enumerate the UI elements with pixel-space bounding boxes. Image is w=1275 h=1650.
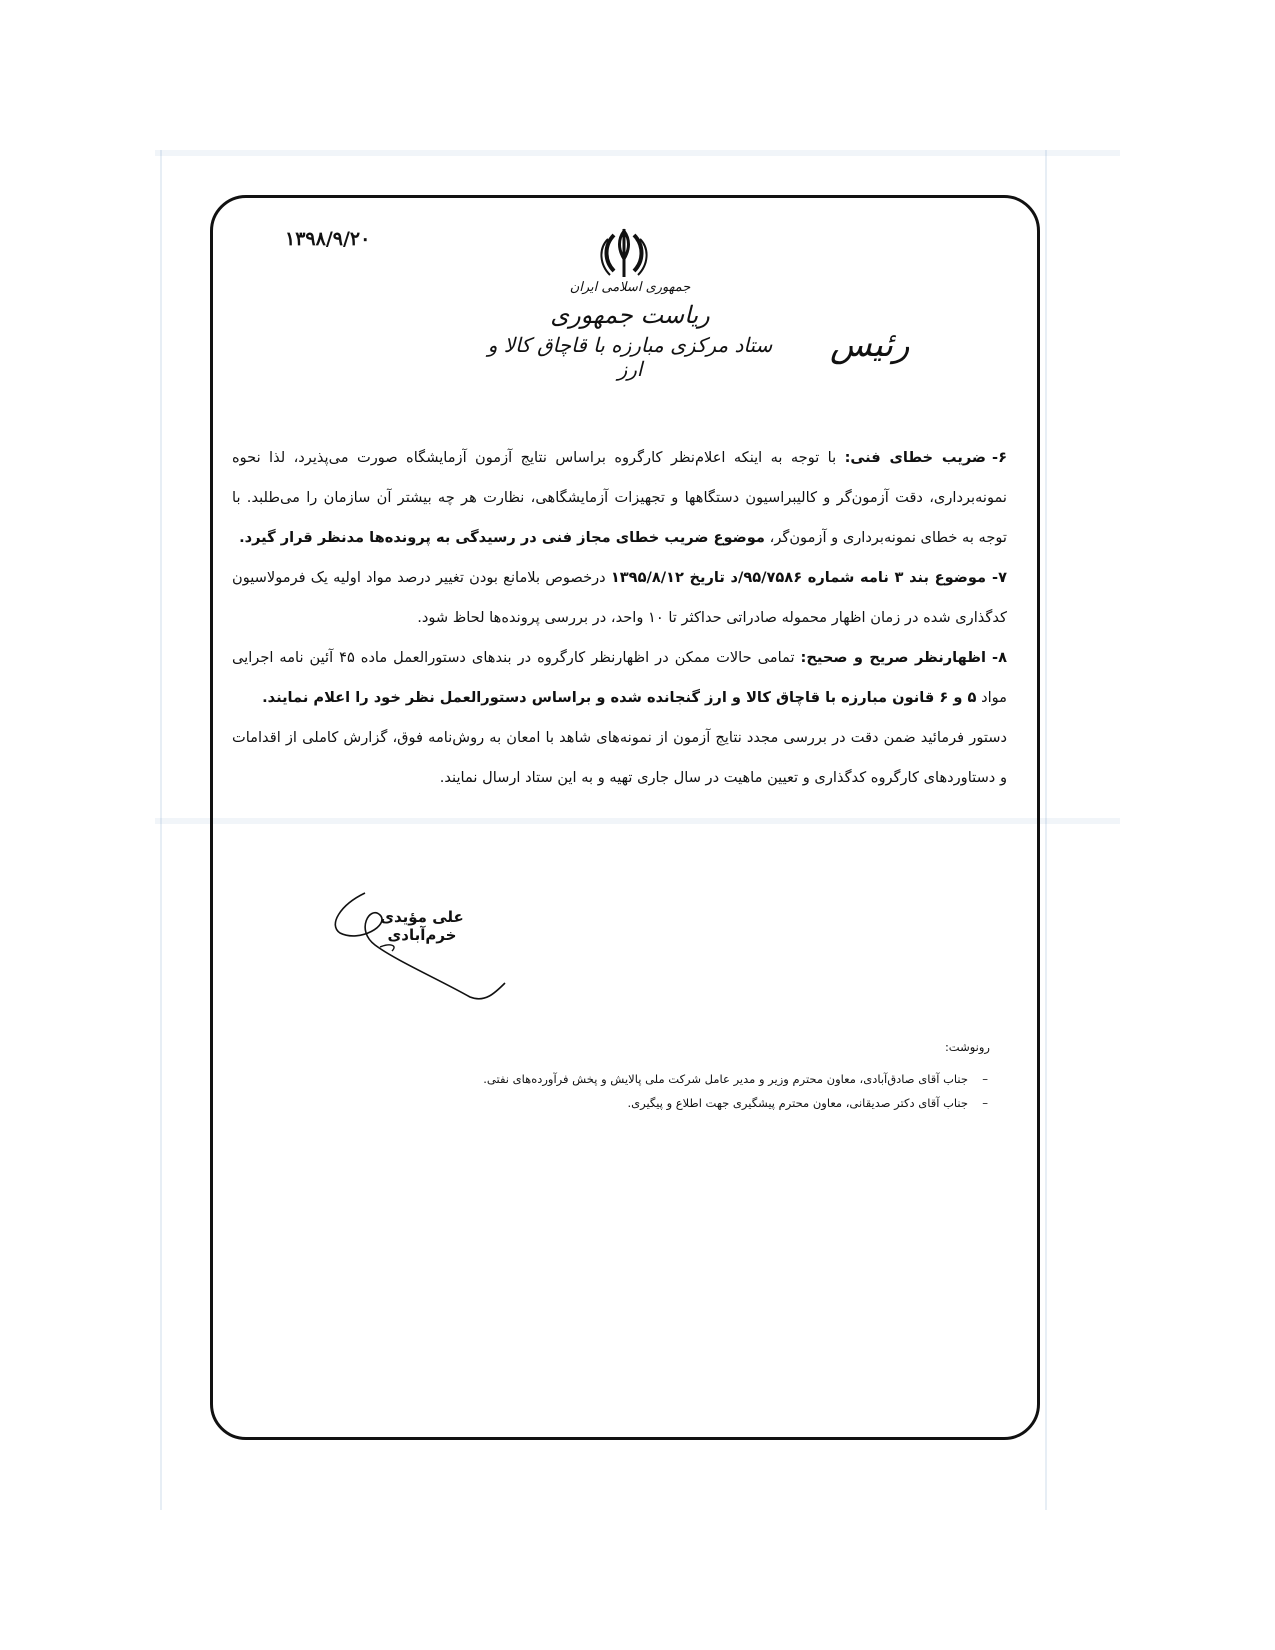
- item-text: با توجه به اینکه اعلام‌نظر کارگروه براساس نتایج آزمون آزمایشگاه صورت می‌پذیرد، لذا نحوه نمونه‌برداری، دقت آزمون‌گر و کالیبراسیون دستگاهها و تجهیزات آزمایشگاهی، نظارت هر چه بیشتر آن سازمان را می‌طلبد. با توجه به خطای نمونه‌برداری و آزمون‌گر،: [232, 449, 1007, 546]
- scan-artifact: [155, 150, 1120, 156]
- item-text-bold: موضوع ضریب خطای مجاز فنی در رسیدگی به پرونده‌ها مدنظر قرار گیرد.: [239, 529, 765, 546]
- addressee: رئیس: [830, 325, 910, 365]
- item-text: درخصوص بلامانع بودن تغییر درصد مواد اولیه یک فرمولاسیون کدگذاری شده در زمان اظهار محموله صادراتی حداکثر تا ۱۰ واحد، در بررسی پرونده‌ها لحاظ شود.: [232, 569, 1007, 626]
- item-8: [232, 638, 1007, 718]
- cc-recipient: [420, 1091, 990, 1115]
- signature-icon: [320, 885, 510, 1010]
- letter-date: ۱۳۹۸/۹/۲۰: [285, 228, 371, 250]
- scan-artifact: [1045, 150, 1047, 1510]
- item-7: [232, 558, 1007, 638]
- cc-recipient-text: جناب آقای صادق‌آبادی، معاون محترم وزیر و مدیر عامل شرکت ملی پالایش و پخش فرآورده‌های نفتی.: [483, 1072, 968, 1086]
- letterhead-country: جمهوری اسلامی ایران: [569, 280, 691, 295]
- item-number: ۷-: [992, 569, 1007, 586]
- list-dash: –: [982, 1072, 988, 1086]
- cc-label: رونوشت:: [944, 1040, 990, 1054]
- item-text: تمامی حالات ممکن در اظهارنظر کارگروه در بندهای دستورالعمل ماده ۴۵ آئین نامه اجرایی مواد: [232, 649, 1007, 706]
- item-text-bold: ۵ و ۶ قانون مبارزه با قاچاق کالا و ارز گنجانده شده و براساس دستورالعمل نظر خود را اعلام نمایند.: [262, 689, 977, 706]
- signatory-name: علی مؤیدی خرم‌آبادی: [380, 908, 464, 944]
- item-heading: موضوع بند ۳ نامه شماره ۹۵/۷۵۸۶/د تاریخ ۱۳۹۵/۸/۱۲: [610, 569, 987, 586]
- closing-paragraph: دستور فرمائید ضمن دقت در بررسی مجدد نتایج آزمون از نمونه‌های شاهد با امعان به روش‌نامه فوق، گزارش کاملی از اقدامات و دستاوردهای کارگروه کدگذاری و تعیین ماهیت در سال جاری تهیه و به این ستاد ارسال نمایند.: [232, 729, 1007, 786]
- cc-recipient: [420, 1067, 990, 1091]
- letter-body: [232, 438, 1007, 798]
- letter-frame: [210, 195, 1040, 1440]
- letterhead-headquarters: ستاد مرکزی مبارزه با قاچاق کالا و ارز: [487, 333, 773, 381]
- letterhead-presidency: ریاست جمهوری: [550, 301, 710, 329]
- list-dash: –: [982, 1096, 988, 1110]
- item-heading: اظهارنظر صریح و صحیح:: [800, 649, 986, 666]
- item-6: [232, 438, 1007, 558]
- item-number: ۶-: [992, 449, 1007, 466]
- cc-recipient-text: جناب آقای دکتر صدیقانی، معاون محترم پیشگیری جهت اطلاع و پیگیری.: [627, 1096, 968, 1110]
- iran-emblem-icon: [596, 225, 652, 281]
- item-number: ۸-: [992, 649, 1007, 666]
- cc-list: [420, 1035, 990, 1115]
- letterhead: [480, 280, 780, 381]
- scan-artifact: [160, 150, 162, 1510]
- item-heading: ضریب خطای فنی:: [844, 449, 986, 466]
